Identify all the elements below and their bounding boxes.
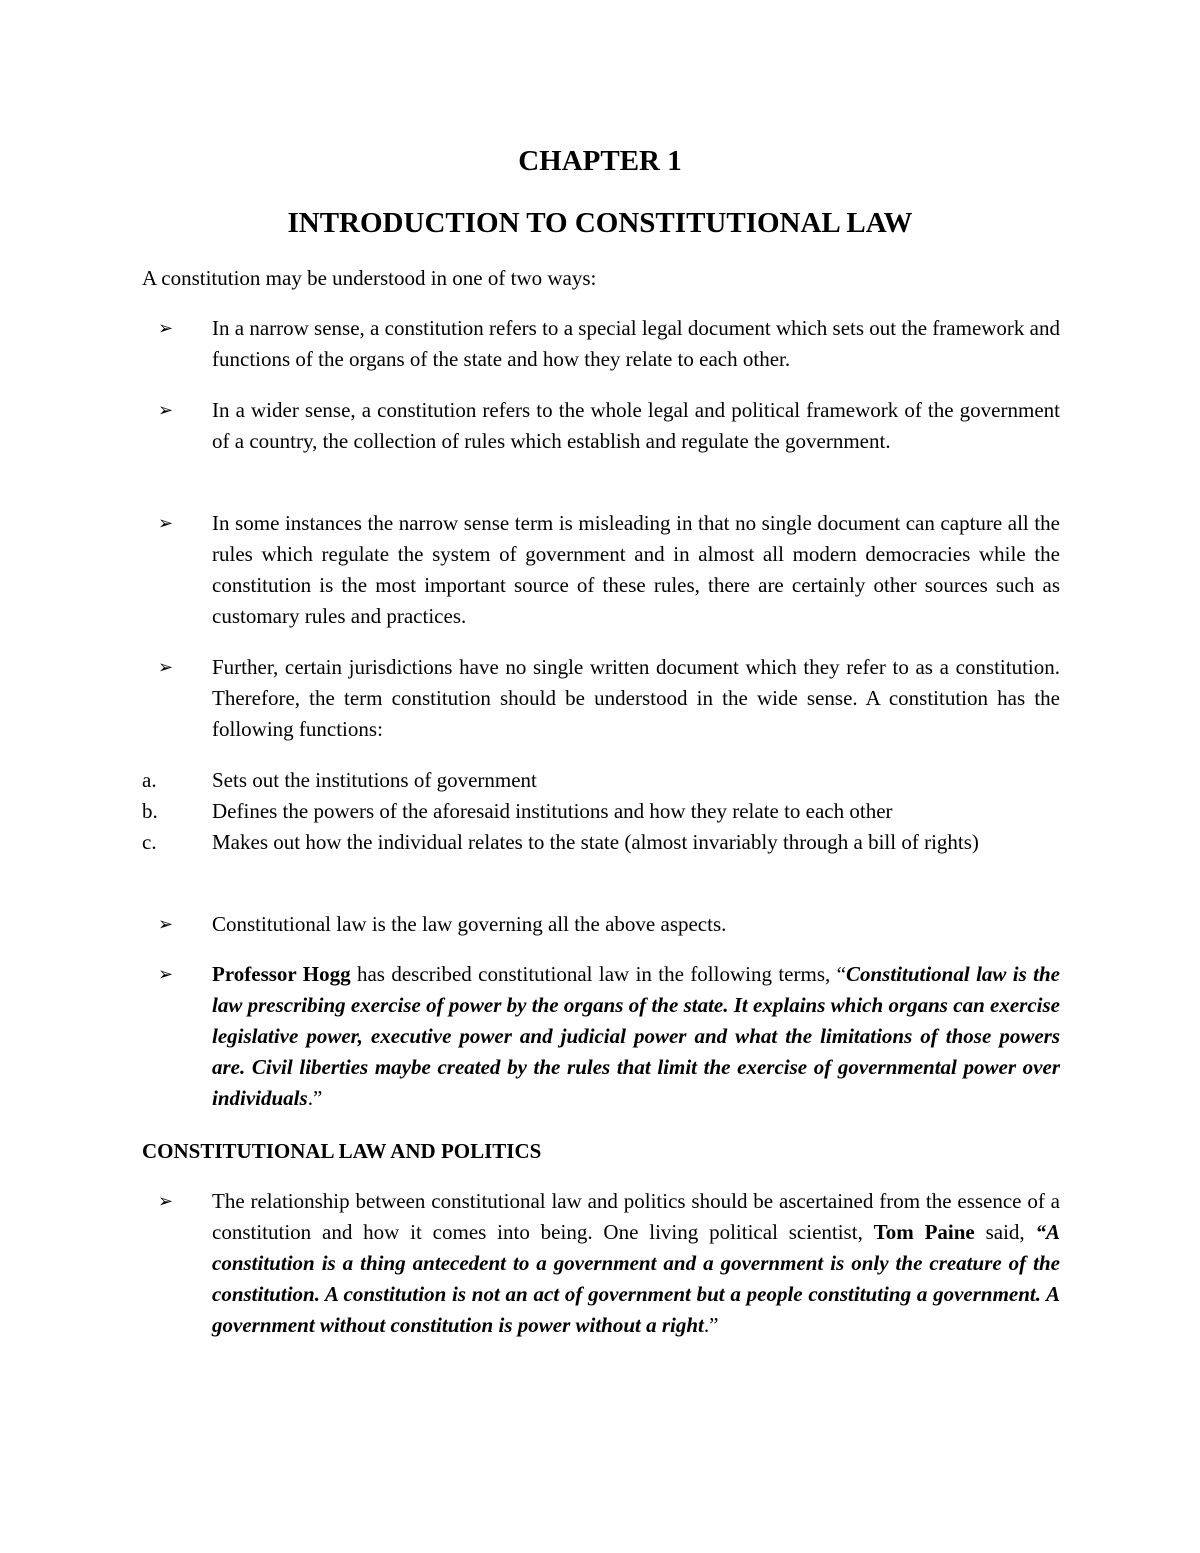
bullet-text: Constitutional law is the law governing all the above aspects. [212,912,727,936]
arrow-bullet-icon: ➢ [158,400,174,421]
bullet-constitutional-law [142,909,1060,940]
function-text: Sets out the institutions of government [212,768,537,792]
bullet-narrow-sense [142,313,1060,375]
bullet-text: In some instances the narrow sense term is misleading in that no single document can capture all the rules which regulate the system of government and in almost all modern democracies while the constitution is the most important source of these rules, there are certainly other sources such as customary rules and practices. [212,511,1060,628]
hogg-quote: Constitutional law is the law prescribing exercise of power by the organs of the state. It explains which organs can exercise legislative power, executive power and judicial power and what the limitations of those powers are. Civil liberties maybe created by the rules that limit the exercise of governmental power over individuals [212,962,1061,1110]
quote-close: .” [703,1313,719,1337]
function-item-a [142,765,1060,796]
bullet-text [212,1186,1060,1341]
arrow-bullet-icon: ➢ [158,657,174,678]
arrow-bullet-icon: ➢ [158,914,174,935]
arrow-bullet-icon: ➢ [158,513,174,534]
bullet-text: Further, certain jurisdictions have no single written document which they refer to as a constitution. Therefore, the term constitution should be understood in the wide sense. A constitution has the following functions: [212,655,1060,741]
author-name: Professor Hogg [212,962,351,986]
arrow-bullet-icon: ➢ [158,964,174,985]
paine-lead: The relationship between constitutional law and politics should be ascertained from the essence of a constitution and how it comes into being. One living political scientist, [212,1189,1060,1244]
bullet-wider-sense [142,395,1060,457]
intro-paragraph: A constitution may be understood in one of two ways: [142,266,597,290]
author-name: Tom Paine [873,1220,975,1244]
section-heading: CONSTITUTIONAL LAW AND POLITICS [142,1139,542,1163]
bullet-tom-paine [142,1186,1060,1341]
paine-quote: “A constitution is a thing antecedent to a government and a government is only the creature of the constitution. A constitution is not an act of government but a people constituting a government. A government without constitution is power without a right [212,1220,1061,1337]
arrow-bullet-icon: ➢ [158,318,174,339]
bullet-text: In a narrow sense, a constitution refers to a special legal document which sets out the framework and functions of the organs of the state and how they relate to each other. [212,316,1060,371]
function-item-b [142,796,1060,827]
list-letter: b. [142,799,158,823]
function-text: Makes out how the individual relates to the state (almost invariably through a bill of rights) [212,830,979,854]
paine-said: said, [974,1220,1036,1244]
function-item-c [142,827,1060,858]
arrow-bullet-icon: ➢ [158,1191,174,1212]
bullet-text [212,959,1060,1114]
chapter-label: CHAPTER 1 [518,145,682,177]
bullet-narrow-misleading [142,508,1060,632]
function-text: Defines the powers of the aforesaid institutions and how they relate to each other [212,799,893,823]
bullet-professor-hogg [142,959,1060,1114]
quote-lead: has described constitutional law in the following terms, “ [350,962,846,986]
list-letter: a. [142,768,157,792]
bullet-jurisdictions [142,652,1060,745]
bullet-text: In a wider sense, a constitution refers to the whole legal and political framework of the government of a country, the collection of rules which establish and regulate the government. [212,398,1060,453]
chapter-title: INTRODUCTION TO CONSTITUTIONAL LAW [287,207,913,239]
quote-close: .” [307,1086,323,1110]
list-letter: c. [142,830,157,854]
